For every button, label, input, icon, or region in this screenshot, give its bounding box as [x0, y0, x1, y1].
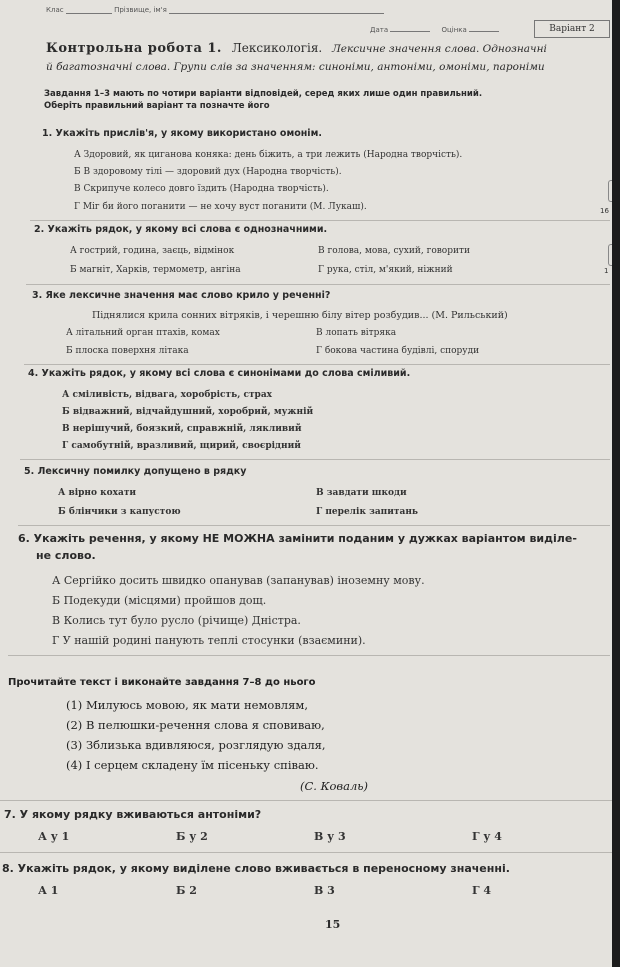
- q5-option-g[interactable]: Г перелік запитань: [316, 507, 419, 517]
- grade-label: Оцінка: [441, 26, 467, 34]
- adjacent-page-edge: [608, 180, 612, 202]
- q1-option-g[interactable]: Г Міг би його поганити — не хочу вуст поганити (М. Лукаш).: [74, 202, 367, 212]
- title-topic: Лексикологія.: [231, 41, 323, 55]
- q3-option-g[interactable]: Г бокова частина будівлі, споруди: [316, 346, 480, 356]
- poem-line-3: (3) Зблизька вдивляюся, розглядую здаля,: [66, 738, 326, 752]
- divider: [0, 852, 612, 853]
- q3-option-v[interactable]: В лопать вітряка: [316, 328, 397, 338]
- adjacent-page-edge: [608, 244, 612, 266]
- question-3: 3. Яке лексичне значення має слово крило у реченні?: [32, 290, 331, 301]
- q3-quote: Піднялися крила сонних вітряків, і черешню білу вітер розбудив... (М. Рильський): [92, 310, 508, 321]
- question-8: 8. Укажіть рядок, у якому виділене слово вживається в переносному значенні.: [2, 862, 510, 875]
- q8-option-v[interactable]: В 3: [314, 884, 335, 897]
- q2-option-g[interactable]: Г рука, стіл, м'який, ніжний: [318, 265, 453, 275]
- q7-option-a[interactable]: А у 1: [38, 830, 70, 843]
- q6-option-a[interactable]: А Сергійко досить швидко опанував (запанував) іноземну мову.: [52, 574, 425, 587]
- question-7: 7. У якому рядку вживаються антоніми?: [4, 808, 262, 821]
- instructions-line-2: Оберіть правильний варіант та позначте його: [44, 101, 270, 111]
- page-number: 15: [325, 918, 341, 931]
- q8-option-b[interactable]: Б 2: [176, 884, 197, 897]
- reading-task-heading: Прочитайте текст і виконайте завдання 7–8 до нього: [8, 677, 316, 688]
- class-label: Клас: [46, 6, 64, 14]
- name-label: Прізвище, ім'я: [114, 6, 167, 14]
- divider: [8, 655, 610, 656]
- title-desc-1: Лексичне значення слова. Однозначні: [332, 43, 547, 55]
- q7-option-v[interactable]: В у 3: [314, 830, 346, 843]
- poem-line-2: (2) В пелюшки-речення слова я сповиваю,: [66, 718, 325, 732]
- q1-option-b[interactable]: Б В здоровому тілі — здоровий дух (Народна творчість).: [74, 167, 342, 177]
- q8-option-a[interactable]: А 1: [38, 884, 59, 897]
- question-6: 6. Укажіть речення, у якому НЕ МОЖНА замінити поданим у дужках варіантом виділе- не слово.: [18, 532, 577, 562]
- q7-option-g[interactable]: Г у 4: [472, 830, 502, 843]
- q1-option-a[interactable]: А Здоровий, як циганова коняка: день біжить, а три лежить (Народна творчість).: [74, 150, 463, 160]
- question-5: 5. Лексичну помилку допущено в рядку: [24, 466, 247, 477]
- margin-number: 1: [604, 267, 609, 275]
- q6-option-g[interactable]: Г У нашій родині панують теплі стосунки (взаємини).: [52, 634, 366, 647]
- q4-option-b[interactable]: Б відважний, відчайдушний, хоробрий, мужній: [62, 407, 314, 417]
- q6-option-b[interactable]: Б Подекуди (місцями) пройшов дощ.: [52, 594, 267, 607]
- q4-option-g[interactable]: Г самобутній, вразливий, щирий, своєрідний: [62, 441, 301, 451]
- q5-option-b[interactable]: Б блінчики з капустою: [58, 507, 181, 517]
- page-title: [46, 40, 612, 76]
- question-2: 2. Укажіть рядок, у якому всі слова є однозначними.: [34, 224, 328, 235]
- question-1: 1. Укажіть прислів'я, у якому використано омонім.: [42, 128, 322, 139]
- date-label: Дата: [370, 26, 389, 34]
- question-4: 4. Укажіть рядок, у якому всі слова є синонімами до слова сміливий.: [28, 368, 411, 379]
- q2-option-b[interactable]: Б магніт, Харків, термометр, ангіна: [70, 265, 241, 275]
- q2-option-v[interactable]: В голова, мова, сухий, говорити: [318, 246, 470, 256]
- header-fields: [46, 6, 384, 14]
- instructions-line-1: Завдання 1–3 мають по чотири варіанти відповідей, серед яких лише один правильний.: [44, 89, 483, 99]
- poem-author: (С. Коваль): [300, 779, 369, 793]
- divider: [20, 459, 610, 460]
- divider: [24, 364, 610, 365]
- q4-option-a[interactable]: А сміливість, відвага, хоробрість, страх: [62, 390, 273, 400]
- divider: [26, 284, 610, 285]
- divider: [18, 525, 610, 526]
- divider: [0, 800, 612, 801]
- q1-option-v[interactable]: В Скрипуче колесо довго їздить (Народна творчість).: [74, 184, 329, 194]
- date-grade-fields: [370, 26, 499, 34]
- title-main: Контрольна робота 1.: [46, 41, 222, 56]
- q2-option-a[interactable]: А гострий, година, заєць, відмінок: [70, 246, 235, 256]
- margin-number: 16: [600, 207, 609, 215]
- q4-option-v[interactable]: В нерішучий, боязкий, справжній, лякливий: [62, 424, 302, 434]
- instructions: [44, 88, 482, 112]
- divider: [30, 220, 610, 221]
- q3-option-a[interactable]: А літальний орган птахів, комах: [66, 328, 220, 338]
- q3-option-b[interactable]: Б плоска поверхня літака: [66, 346, 189, 356]
- title-desc-2: й багатозначні слова. Групи слів за значенням: синоніми, антоніми, омоніми, пароніми: [46, 61, 545, 73]
- q7-option-b[interactable]: Б у 2: [176, 830, 208, 843]
- q5-option-v[interactable]: В завдати шкоди: [316, 488, 407, 498]
- q6-option-v[interactable]: В Колись тут було русло (річище) Дністра.: [52, 614, 301, 627]
- q5-option-a[interactable]: А вірно кохати: [58, 488, 137, 498]
- variant-box: Варіант 2: [534, 20, 610, 38]
- poem-line-1: (1) Милуюсь мовою, як мати немовлям,: [66, 698, 308, 712]
- poem-line-4: (4) І серцем складену їм пісеньку співаю.: [66, 758, 319, 772]
- q8-option-g[interactable]: Г 4: [472, 884, 492, 897]
